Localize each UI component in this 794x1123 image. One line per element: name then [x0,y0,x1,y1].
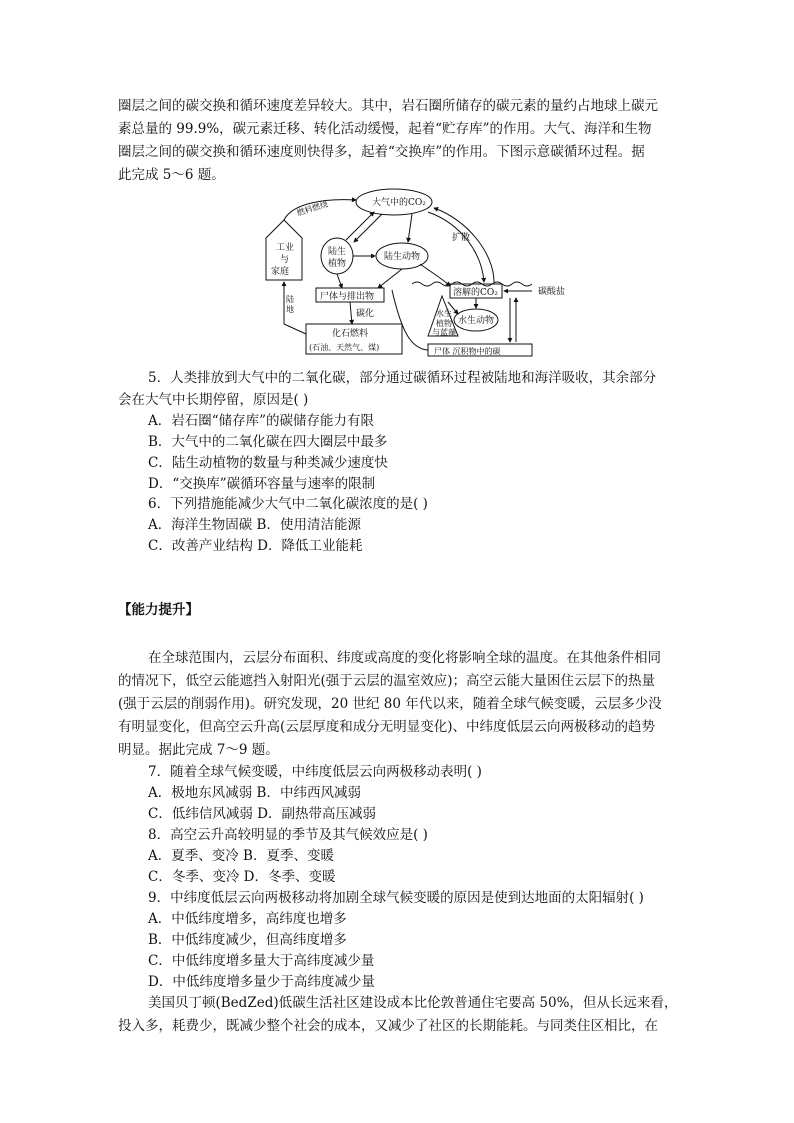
intro-line-3: 圈层之间的碳交换和循环速度则快得多，起着“交换库”的作用。下图示意碳循环过程。据 [118,144,645,160]
question-8-options-cd: C．冬季、变冷 D．冬季、变暖 [148,869,336,885]
section-heading: 【能力提升】 [118,602,199,618]
carbonate-label: 碳酸盐 [538,287,566,297]
aquatic-plants-label-3: 与蓝藻 [432,328,456,337]
fuel-burning-label: 燃料燃烧 [295,199,330,218]
question-8-stem: 8．高空云升高较明显的季节及其气候效应是( ) [148,827,428,843]
industry-label-1: 工业 [276,243,295,253]
question-5-option-a: A．岩石圈“储存库”的碳储存能力有限 [148,413,375,429]
land-plants-label-1: 陆生 [328,247,347,257]
question-8-options-ab: A．夏季、变冷 B．夏季、变暖 [148,848,334,864]
industry-label-3: 家庭 [271,267,290,277]
question-9-option-d: D．中低纬度增多量少于高纬度减少量 [148,974,375,990]
diffusion-label: 扩散 [452,233,471,243]
passage-3-line-2: 投入多，耗费少，既减少整个社会的成本，又减少了社区的长期能耗。与同类住区相比，在 [118,1018,658,1034]
land-plants-label-2: 植物 [328,259,347,269]
question-9-option-b: B．中低纬度减少，但高纬度增多 [148,932,347,948]
fossil-fuel-label-1: 化石燃料 [332,329,369,339]
sediment-label: 尸体 沉积物中的碳 [434,347,501,356]
aquatic-animals-label: 水生动物 [458,316,495,326]
question-7-options-ab: A．极地东风减弱 B．中纬西风减弱 [148,785,361,801]
carbonization-label: 碳化 [356,309,375,319]
carbon-cycle-diagram [262,184,566,360]
question-5-stem-1: 5．人类排放到大气中的二氧化碳，部分通过碳循环过程被陆地和海洋吸收，其余部分 [148,370,657,386]
question-5-option-d: D．“交换库”碳循环容量与速率的限制 [148,476,376,492]
aquatic-plants-label-1: 水生 [436,309,452,318]
passage-2-line-4: 有明显变化，但高空云升高(云层厚度和成分无明显变化)、中纬度低层云向两极移动的趋势 [118,719,656,735]
question-6-options-ab: A．海洋生物固碳 B．使用清洁能源 [148,517,361,533]
passage-2-line-2: 的情况下，低空云能遮挡入射阳光(强于云层的温室效应)；高空云能大量困住云层下的热量 [118,673,656,689]
remains-label: 尸体与排出物 [320,292,375,302]
passage-2-line-1: 在全球范围内，云层分布面积、纬度或高度的变化将影响全球的温度。在其他条件相同 [148,650,661,666]
land-ground-label-1: 陆 [286,295,294,304]
intro-line-4: 此完成 5～6 题。 [118,167,225,183]
intro-line-2: 素总量的 99.9%，碳元素迁移、转化活动缓慢，起着“贮存库”的作用。大气、海洋和生物 [118,121,652,137]
intro-line-1: 圈层之间的碳交换和循环速度差异较大。其中，岩石圈所储存的碳元素的量约占地球上碳元 [118,98,658,114]
seabed-curve [392,290,428,350]
fossil-fuel-label-2: (石油、天然气、煤) [309,343,380,352]
question-5-stem-2: 会在大气中长期停留，原因是( ) [118,392,309,408]
question-5-option-b: B．大气中的二氧化碳在四大圈层中最多 [148,434,388,450]
atmosphere-co2-label: 大气中的CO₂ [372,198,426,208]
dissolved-co2-label: 溶解的CO₂ [453,288,498,298]
passage-3-line-1: 美国贝丁顿(BedZed)低碳生活社区建设成本比伦敦普通住宅要高 50%，但从长远来看， [148,995,678,1011]
passage-2-line-5: 明显。据此完成 7～9 题。 [118,742,279,758]
land-ground-label-2: 地 [286,305,294,314]
passage-2-line-3: (强于云层的削弱作用)。研究发现，20 世纪 80 年代以来，随着全球气候变暖，云层多少没 [118,696,662,712]
question-7-stem: 7．随着全球气候变暖，中纬度低层云向两极移动表明( ) [148,764,482,780]
industry-label-2: 与 [280,255,290,265]
question-5-option-c: C．陆生动植物的数量与种类减少速度快 [148,455,388,471]
question-9-stem: 9．中纬度低层云向两极移动将加剧全球气候变暖的原因是使到达地面的太阳辐射( ) [148,890,644,906]
question-9-option-c: C．中低纬度增多量大于高纬度减少量 [148,953,375,969]
aquatic-plants-label-2: 植物 [436,319,452,328]
question-6-stem: 6．下列措施能减少大气中二氧化碳浓度的是( ) [148,496,428,512]
question-9-option-a: A．中低纬度增多，高纬度也增多 [148,911,347,927]
question-6-options-cd: C．改善产业结构 D．降低工业能耗 [148,538,363,554]
question-7-options-cd: C．低纬信风减弱 D．副热带高压减弱 [148,806,376,822]
land-animals-label: 陆生动物 [384,252,421,262]
